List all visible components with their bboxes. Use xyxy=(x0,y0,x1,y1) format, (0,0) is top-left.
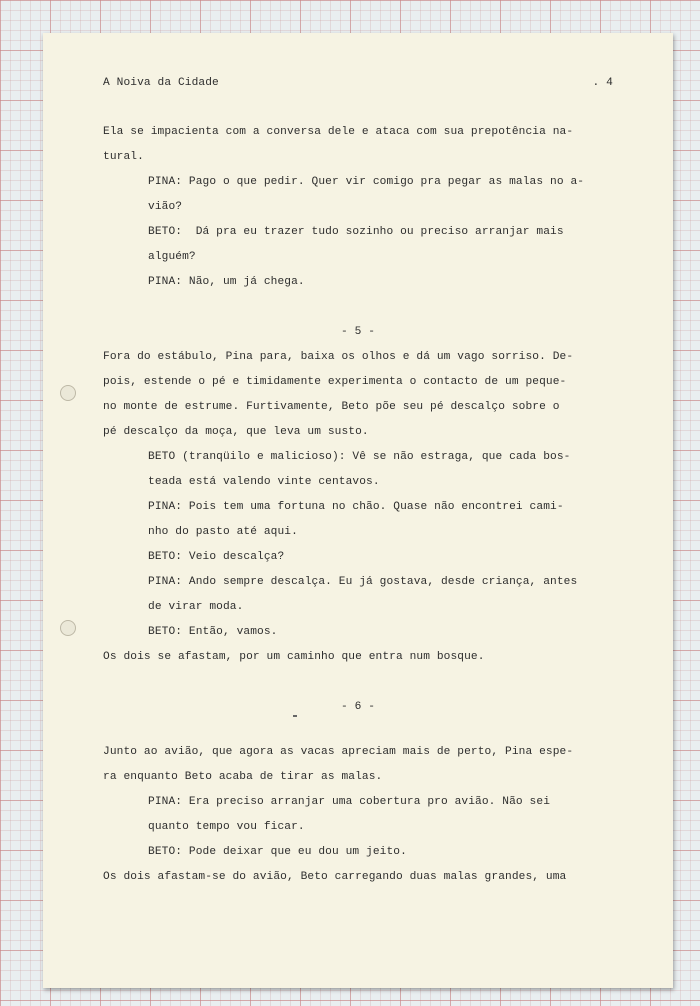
dialogue-line: PINA: Pago o que pedir. Quer vir comigo pra pegar as malas no a- xyxy=(148,176,585,188)
typewritten-page xyxy=(43,33,673,988)
dialogue-line: vião? xyxy=(148,201,183,213)
dialogue-line: PINA: Não, um já chega. xyxy=(148,276,305,288)
narration-line: Os dois se afastam, por um caminho que entra num bosque. xyxy=(103,651,485,663)
dialogue-line: BETO: Pode deixar que eu dou um jeito. xyxy=(148,846,407,858)
narration-line: ra enquanto Beto acaba de tirar as malas. xyxy=(103,771,383,783)
narration-line: Ela se impacienta com a conversa dele e ataca com sua prepotência na- xyxy=(103,126,574,138)
narration-line: Fora do estábulo, Pina para, baixa os olhos e dá um vago sorriso. De- xyxy=(103,351,574,363)
header-title: A Noiva da Cidade xyxy=(103,77,219,89)
narration-line: pois, estende o pé e timidamente experimenta o contacto de um peque- xyxy=(103,376,567,388)
dialogue-line: BETO: Dá pra eu trazer tudo sozinho ou preciso arranjar mais xyxy=(148,226,564,238)
punch-hole-top xyxy=(60,385,76,401)
narration-line: Os dois afastam-se do avião, Beto carregando duas malas grandes, uma xyxy=(103,871,567,883)
punch-hole-bottom xyxy=(60,620,76,636)
dialogue-line: BETO: Então, vamos. xyxy=(148,626,278,638)
dialogue-line: alguém? xyxy=(148,251,196,263)
dialogue-line: quanto tempo vou ficar. xyxy=(148,821,305,833)
scene-number: - 5 - xyxy=(340,326,376,338)
dialogue-line: PINA: Ando sempre descalça. Eu já gostava, desde criança, antes xyxy=(148,576,578,588)
narration-line: pé descalço da moça, que leva um susto. xyxy=(103,426,369,438)
narration-line: Junto ao avião, que agora as vacas apreciam mais de perto, Pina espe- xyxy=(103,746,574,758)
dialogue-line: nho do pasto até aqui. xyxy=(148,526,298,538)
ink-speck xyxy=(293,715,297,717)
dialogue-line: PINA: Pois tem uma fortuna no chão. Quase não encontrei cami- xyxy=(148,501,564,513)
scene-number: - 6 - xyxy=(340,701,376,713)
dialogue-line: BETO: Veio descalça? xyxy=(148,551,285,563)
dialogue-line: PINA: Era preciso arranjar uma cobertura pro avião. Não sei xyxy=(148,796,551,808)
dialogue-line: teada está valendo vinte centavos. xyxy=(148,476,380,488)
narration-line: tural. xyxy=(103,151,144,163)
dialogue-line: BETO (tranqüilo e malicioso): Vê se não estraga, que cada bos- xyxy=(148,451,571,463)
page-number: . 4 xyxy=(592,77,613,89)
dialogue-line: de virar moda. xyxy=(148,601,244,613)
narration-line: no monte de estrume. Furtivamente, Beto põe seu pé descalço sobre o xyxy=(103,401,560,413)
